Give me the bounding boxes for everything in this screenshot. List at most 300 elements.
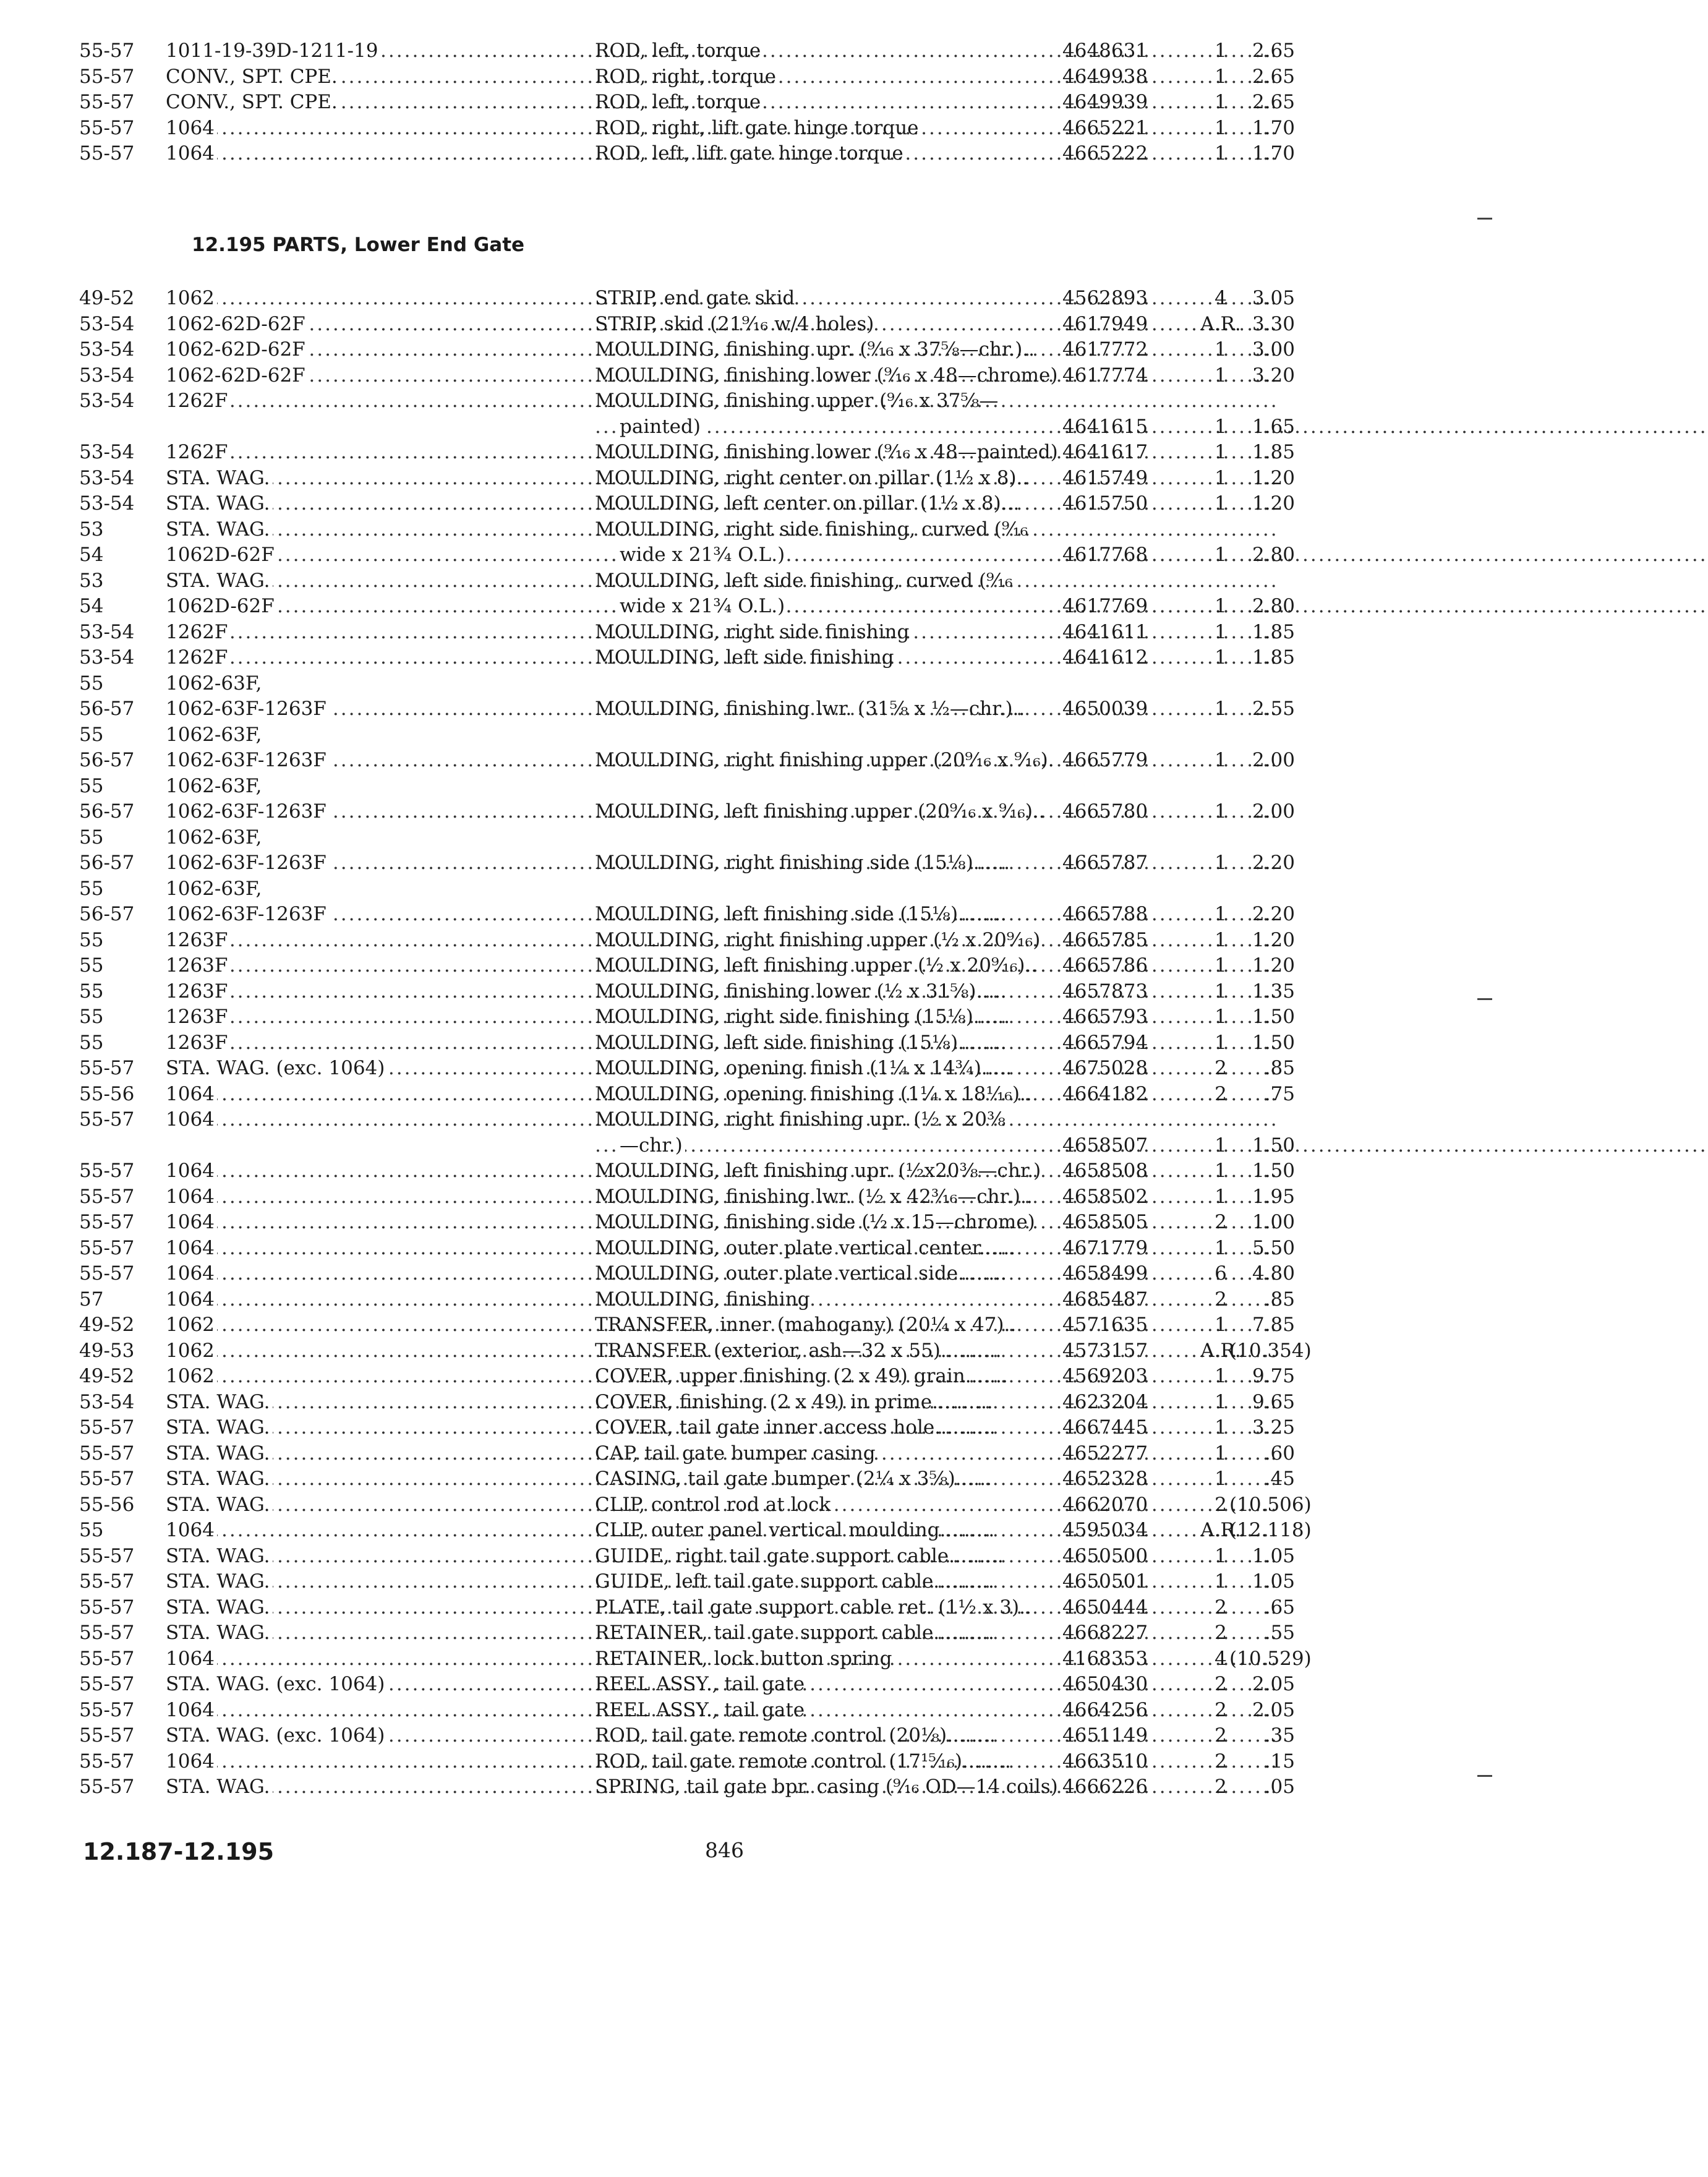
- year-cell-text: 55-57: [79, 1622, 135, 1644]
- model-cell-text: 1064: [166, 1648, 217, 1670]
- quantity-cell-text: 1: [1215, 980, 1227, 1003]
- model-cell: [166, 440, 568, 465]
- description-cell: [595, 645, 1046, 670]
- price-cell-text: 2.65: [1252, 91, 1295, 113]
- description-cell-text: ROD, tail gate remote control (20⅛)........: [595, 1724, 996, 1747]
- model-cell: [166, 1158, 568, 1184]
- year-cell-text: 53-54: [79, 492, 135, 515]
- price-cell: [1229, 116, 1295, 141]
- part-number-cell: [1062, 1210, 1171, 1235]
- quantity-cell-text: 1: [1215, 1390, 1227, 1413]
- description-cell: [595, 1056, 1046, 1081]
- table-row: [0, 1158, 1563, 1184]
- model-cell-text: 1064: [166, 1211, 217, 1233]
- year-cell: [79, 876, 166, 902]
- quantity-cell-text: 2: [1215, 1750, 1227, 1773]
- model-cell: [166, 542, 568, 568]
- description-cell-text: MOULDING, outer plate vertical side........: [595, 1262, 1007, 1285]
- part-number-cell-text: 4650430: [1062, 1673, 1148, 1695]
- table-row: [0, 337, 1563, 362]
- model-cell-text: 1064: [166, 1262, 217, 1285]
- price-cell-text: (10.529): [1229, 1647, 1312, 1670]
- table-row: [0, 1056, 1563, 1081]
- model-cell: [166, 876, 568, 902]
- table-row: [0, 1646, 1563, 1672]
- part-number-cell: [1062, 1004, 1171, 1030]
- price-cell: [1229, 1390, 1295, 1415]
- part-number-cell: [1062, 799, 1171, 824]
- part-number-cell-text: 4663510: [1062, 1750, 1148, 1773]
- part-number-cell: [1062, 1261, 1171, 1286]
- model-cell: [166, 1466, 568, 1492]
- price-cell-text: 1.00: [1252, 1211, 1295, 1233]
- price-cell-text: 3.20: [1252, 364, 1295, 387]
- quantity-cell-text: 1: [1215, 595, 1227, 617]
- price-cell: [1229, 363, 1295, 388]
- model-cell-text: STA. WAG. (exc. 1064): [166, 1057, 387, 1079]
- model-cell: [166, 1544, 568, 1569]
- description-cell: [595, 568, 1046, 594]
- year-cell-text: 55: [79, 1519, 104, 1541]
- part-number-cell-text: 4573157: [1062, 1339, 1148, 1362]
- price-cell-text: 3.25: [1252, 1416, 1295, 1439]
- model-cell-text: 1062-63F-1263F: [166, 903, 329, 925]
- quantity-cell-text: 1: [1215, 1442, 1227, 1465]
- model-cell-text: 1062: [166, 287, 217, 309]
- quantity-cell-text: 1: [1215, 466, 1227, 489]
- part-number-cell-text: 4665780: [1062, 800, 1148, 823]
- model-cell: [166, 1492, 568, 1518]
- part-number-cell: [1062, 312, 1171, 337]
- model-cell-text: 1062-63F-1263F: [166, 749, 329, 771]
- model-cell-text: STA. WAG. (exc. 1064): [166, 1673, 387, 1695]
- year-cell-text: 49-52: [79, 1365, 135, 1387]
- table-row: [0, 748, 1563, 773]
- description-cell-text: MOULDING, finishing lower (⁹⁄₁₆ x 48—chrome): [595, 364, 1058, 387]
- price-cell-text: 9.75: [1252, 1365, 1295, 1387]
- price-cell: [1229, 1312, 1295, 1338]
- price-cell: [1229, 645, 1295, 670]
- price-cell-text: .55: [1264, 1622, 1295, 1644]
- quantity-cell-text: 1: [1215, 116, 1227, 139]
- year-cell-text: 55-57: [79, 1673, 135, 1695]
- table-row: [0, 542, 1563, 568]
- description-cell-text: GUIDE, left tail gate support cable..........: [595, 1570, 994, 1593]
- price-cell-text: .45: [1264, 1468, 1295, 1490]
- quantity-cell-text: 1: [1215, 1185, 1227, 1208]
- table-row: [0, 1287, 1563, 1312]
- year-cell-text: 56-57: [79, 698, 135, 720]
- year-cell: [79, 90, 166, 115]
- description-cell-text: MOULDING, left side finishing (15⅛)........: [595, 1031, 1007, 1054]
- price-cell: [1229, 440, 1295, 465]
- part-number-cell: [1062, 1133, 1171, 1158]
- model-cell-text: 1263F: [166, 1032, 230, 1054]
- description-cell-text: ROD, left, torque: [595, 91, 761, 113]
- model-cell: [166, 594, 568, 619]
- price-cell: [1229, 953, 1295, 978]
- price-cell: [1229, 312, 1295, 337]
- price-cell: [1229, 928, 1295, 953]
- model-cell-text: 1062-63F,: [166, 672, 262, 695]
- price-cell: [1229, 1261, 1295, 1286]
- part-number-cell: [1062, 928, 1171, 953]
- year-cell-text: 53-54: [79, 390, 135, 412]
- year-cell-text: 56-57: [79, 903, 135, 925]
- description-cell: [595, 1466, 1046, 1492]
- description-cell-text: MOULDING, left finishing upr. (½x20⅜—chr.): [595, 1160, 1041, 1182]
- year-cell-text: 55-57: [79, 1698, 135, 1721]
- price-cell-text: .65: [1264, 1596, 1295, 1619]
- model-cell: [166, 953, 568, 978]
- model-cell-text: 1062-63F-1263F: [166, 852, 329, 874]
- description-cell-text: ROD, tail gate remote control (17¹⁵⁄₁₆)........: [595, 1750, 1011, 1773]
- description-cell: [595, 1569, 1046, 1594]
- part-number-cell: [1062, 1466, 1171, 1492]
- year-cell: [79, 1518, 166, 1543]
- table-row: [0, 876, 1563, 902]
- quantity-cell-text: 1: [1215, 698, 1227, 720]
- model-cell: [166, 850, 568, 876]
- quantity-cell-text: 1: [1215, 415, 1227, 438]
- model-cell-text: STA. WAG.: [166, 492, 273, 515]
- part-number-cell-text: 4571635: [1062, 1314, 1148, 1336]
- price-cell-text: 2.65: [1252, 40, 1295, 62]
- quantity-cell-text: 1: [1215, 544, 1227, 566]
- model-cell-text: STA. WAG.: [166, 518, 273, 541]
- table-row: [0, 64, 1563, 90]
- quantity-cell-text: 1: [1215, 1314, 1227, 1336]
- description-cell-text: COVER, upper finishing (2 x 49) grain.......: [595, 1365, 1008, 1387]
- year-cell: [79, 312, 166, 337]
- model-cell: [166, 90, 568, 115]
- year-cell: [79, 696, 166, 722]
- description-cell-text: MOULDING, finishing: [595, 1288, 810, 1311]
- price-cell-text: 2.05: [1252, 1698, 1295, 1721]
- year-cell-text: 55-56: [79, 1082, 135, 1105]
- table-row: [0, 466, 1563, 491]
- year-cell-text: 55: [79, 928, 104, 951]
- price-cell-text: (10.354): [1229, 1339, 1312, 1362]
- year-cell: [79, 953, 166, 978]
- part-number-cell: [1062, 90, 1171, 115]
- year-cell: [79, 466, 166, 491]
- model-cell: [166, 1107, 568, 1132]
- model-cell: [166, 1004, 568, 1030]
- description-cell-text: PLATE, tail gate support cable ret. (1½ x 3)..: [595, 1596, 1031, 1619]
- year-cell-text: 55-57: [79, 1262, 135, 1285]
- price-cell-text: .75: [1264, 1082, 1295, 1105]
- year-cell: [79, 979, 166, 1004]
- description-cell: [595, 1646, 1046, 1672]
- model-cell-text: 1064: [166, 1519, 217, 1541]
- table-row: [0, 825, 1563, 850]
- model-cell: [166, 1698, 568, 1723]
- model-cell: [166, 517, 568, 542]
- year-cell-text: 55-57: [79, 1596, 135, 1619]
- section-title: 12.195 PARTS, Lower End Gate: [192, 234, 525, 256]
- price-cell: [1229, 1056, 1295, 1081]
- year-cell-text: 55: [79, 1006, 104, 1028]
- model-cell: [166, 64, 568, 90]
- year-cell: [79, 141, 166, 166]
- year-cell: [79, 620, 166, 645]
- part-number-cell-text: 4595034: [1062, 1519, 1148, 1541]
- quantity-cell-text: 1: [1215, 40, 1227, 62]
- description-cell: [595, 902, 1046, 927]
- price-cell-text: 1.65: [1252, 415, 1295, 438]
- price-cell: [1229, 1004, 1295, 1030]
- year-cell: [79, 722, 166, 748]
- year-cell-text: 54: [79, 544, 104, 566]
- year-cell: [79, 286, 166, 311]
- model-cell: [166, 1672, 568, 1697]
- part-number-cell: [1062, 1518, 1171, 1543]
- model-cell: [166, 671, 568, 696]
- price-cell: [1229, 90, 1295, 115]
- description-cell-text: RETAINER, lock button spring: [595, 1647, 892, 1670]
- table-row: [0, 414, 1563, 440]
- price-cell: [1229, 799, 1295, 824]
- price-cell-text: 1.70: [1252, 142, 1295, 165]
- model-cell-text: 1062-63F-1263F: [166, 800, 329, 823]
- part-number-cell-text: 4665794: [1062, 1031, 1148, 1054]
- model-cell-text: 1263F: [166, 1006, 230, 1028]
- margin-mark: [1477, 1775, 1492, 1777]
- price-cell-text: 1.70: [1252, 116, 1295, 139]
- quantity-cell-text: A.R.: [1200, 1339, 1241, 1362]
- year-cell: [79, 1415, 166, 1440]
- description-cell-text: MOULDING, finishing side (½ x 15—chrome): [595, 1211, 1035, 1233]
- price-cell-text: .35: [1264, 1724, 1295, 1747]
- year-cell-text: 55: [79, 774, 104, 797]
- quantity-cell-text: 1: [1215, 441, 1227, 463]
- year-cell: [79, 1544, 166, 1569]
- part-number-cell-text: 4665221: [1062, 116, 1148, 139]
- model-cell-text: STA. WAG.: [166, 1622, 273, 1644]
- price-cell: [1229, 1569, 1295, 1594]
- description-cell: [595, 1518, 1046, 1543]
- table-row: [0, 90, 1563, 115]
- model-cell: [166, 799, 568, 824]
- table-row: [0, 696, 1563, 722]
- description-cell: [595, 953, 1046, 978]
- model-cell: [166, 363, 568, 388]
- model-cell-text: 1062: [166, 1365, 217, 1387]
- description-cell-text: MOULDING, finishing lwr. (½ x 42³⁄₁₆—chr.)..: [595, 1185, 1033, 1208]
- year-cell: [79, 1107, 166, 1132]
- quantity-cell-text: 1: [1215, 903, 1227, 925]
- model-cell: [166, 1415, 568, 1440]
- part-number-cell: [1062, 1749, 1171, 1774]
- description-cell: [595, 1338, 1046, 1364]
- model-cell: [166, 902, 568, 927]
- part-number-cell-text: 4650444: [1062, 1596, 1148, 1619]
- model-cell: [166, 1518, 568, 1543]
- model-cell-text: 1064: [166, 1750, 217, 1773]
- year-cell-text: 55-57: [79, 40, 135, 62]
- description-cell-text: MOULDING, opening finishing (1¼ x 18⅟₁₆)..: [595, 1082, 1032, 1105]
- description-cell-text: MOULDING, right side finishing: [595, 620, 910, 643]
- price-cell: [1229, 1082, 1295, 1107]
- price-cell-text: 1.20: [1252, 466, 1295, 489]
- description-cell-text: MOULDING, right finishing side (15⅛)......: [595, 852, 1010, 874]
- table-row: [0, 671, 1563, 696]
- description-cell-text: REEL ASSY., tail gate: [595, 1698, 805, 1721]
- table-row: [0, 722, 1563, 748]
- price-cell: [1229, 1158, 1295, 1184]
- part-number-cell-text: 4641615: [1062, 415, 1148, 438]
- part-number-cell: [1062, 440, 1171, 465]
- quantity-cell-text: 1: [1215, 954, 1227, 977]
- price-cell: [1229, 1749, 1295, 1774]
- part-number-cell: [1062, 38, 1171, 64]
- model-cell-text: 1262F: [166, 621, 230, 643]
- part-number-cell-text: 4617769: [1062, 595, 1148, 617]
- price-cell-text: 3.30: [1252, 312, 1295, 335]
- table-row: [0, 1133, 1563, 1158]
- part-number-cell: [1062, 491, 1171, 516]
- description-cell: [595, 312, 1046, 337]
- model-cell: [166, 1030, 568, 1056]
- year-cell-text: 53-54: [79, 1390, 135, 1413]
- table-row: [0, 1774, 1563, 1800]
- description-cell: [595, 1236, 1046, 1261]
- year-cell-text: 55-57: [79, 1544, 135, 1567]
- description-cell-text: STRIP, skid (21⁹⁄₁₆ w/4 holes): [595, 312, 874, 335]
- price-cell: [1229, 1338, 1312, 1364]
- price-cell-text: 3.00: [1252, 338, 1295, 361]
- quantity-cell-text: 1: [1215, 852, 1227, 874]
- part-number-cell: [1062, 1672, 1171, 1697]
- price-cell: [1229, 1364, 1295, 1389]
- part-number-cell-text: 4617768: [1062, 544, 1148, 566]
- description-cell-text: COVER, tail gate inner access hole..........: [595, 1416, 996, 1439]
- part-number-cell: [1062, 1723, 1171, 1748]
- price-cell-text: 2.20: [1252, 903, 1295, 925]
- year-cell-text: 55-57: [79, 1236, 135, 1259]
- year-cell: [79, 1287, 166, 1312]
- description-cell: [595, 363, 1058, 388]
- part-number-cell-text: 4665788: [1062, 903, 1148, 925]
- price-cell-text: 1.20: [1252, 928, 1295, 951]
- year-cell-text: 55-57: [79, 1057, 135, 1079]
- price-cell-text: 2.55: [1252, 698, 1295, 720]
- part-number-cell-text: 4641617: [1062, 441, 1148, 463]
- price-cell: [1229, 337, 1295, 362]
- description-cell: [595, 1723, 1046, 1748]
- description-cell: [595, 1492, 1046, 1518]
- part-number-cell: [1062, 141, 1171, 166]
- quantity-cell-text: 1: [1215, 142, 1227, 165]
- description-cell-text: MOULDING, left finishing upper (20⁹⁄₁₆ x ⁹⁄₁₆)..: [595, 800, 1045, 823]
- description-cell-text: MOULDING, left side finishing: [595, 646, 894, 669]
- part-number-cell: [1062, 748, 1171, 773]
- part-number-cell-text: 4658508: [1062, 1160, 1148, 1182]
- model-cell-text: STA. WAG.: [166, 570, 273, 592]
- description-cell: [595, 1415, 1046, 1440]
- table-row: [0, 1620, 1563, 1646]
- description-cell-text: MOULDING, opening finish (1¼ x 14¾).....: [595, 1057, 1012, 1079]
- model-cell: [166, 1338, 568, 1364]
- model-cell-text: 1064: [166, 142, 217, 165]
- description-cell: [595, 1107, 1046, 1132]
- description-cell: [595, 928, 1046, 953]
- table-row: [0, 1107, 1563, 1132]
- quantity-cell-text: A.R.: [1200, 1519, 1241, 1541]
- model-cell-text: 1263F: [166, 929, 230, 951]
- model-cell: [166, 388, 568, 414]
- model-cell-text: STA. WAG.: [166, 1570, 273, 1593]
- model-cell: [166, 1364, 568, 1389]
- model-cell-text: 1064: [166, 1160, 217, 1182]
- year-cell: [79, 64, 166, 90]
- table-row: [0, 1441, 1563, 1466]
- description-cell-text: MOULDING, left finishing side (15⅛)........: [595, 903, 1007, 925]
- table-row: [0, 1492, 1563, 1518]
- description-cell-text: ROD, left, lift gate hinge torque: [595, 142, 903, 165]
- model-cell-text: 1064: [166, 1083, 217, 1105]
- part-number-cell: [1062, 696, 1171, 722]
- part-number-cell: [1062, 337, 1171, 362]
- year-cell: [79, 1056, 166, 1081]
- part-number-cell-text: 4617774: [1062, 364, 1148, 387]
- part-number-cell-text: 4650039: [1062, 698, 1148, 720]
- table-row: [0, 1030, 1563, 1056]
- price-cell-text: 1.85: [1252, 646, 1295, 669]
- table-row: [0, 568, 1563, 594]
- year-cell-text: 55-57: [79, 1160, 135, 1182]
- table-row: [0, 1261, 1563, 1286]
- description-cell-text: REEL ASSY., tail gate: [595, 1673, 805, 1695]
- quantity-cell-text: 2: [1215, 1622, 1227, 1644]
- model-cell-text: 1062-63F,: [166, 723, 262, 746]
- description-cell: [595, 116, 1046, 141]
- table-row: [0, 1723, 1563, 1748]
- year-cell: [79, 388, 166, 414]
- part-number-cell: [1062, 594, 1171, 619]
- model-cell-text: 1062-63F,: [166, 826, 262, 849]
- table-row: [0, 774, 1563, 799]
- description-cell: [595, 1620, 1046, 1646]
- part-number-cell-text: 4650500: [1062, 1544, 1148, 1567]
- model-cell-text: 1062-62D-62F: [166, 364, 308, 387]
- table-row: [0, 1210, 1563, 1235]
- model-cell-text: 1062-63F,: [166, 774, 262, 797]
- year-cell-text: 53-54: [79, 312, 135, 335]
- year-cell: [79, 1441, 166, 1466]
- model-cell: [166, 979, 568, 1004]
- table-row: [0, 1466, 1563, 1492]
- model-cell: [166, 825, 568, 850]
- quantity-cell-text: 2: [1215, 1057, 1227, 1079]
- table-row: [0, 1698, 1563, 1723]
- table-row: [0, 1082, 1563, 1107]
- model-cell-text: STA. WAG.: [166, 1468, 273, 1490]
- description-cell: [595, 1672, 1046, 1697]
- quantity-cell-text: 2: [1215, 1288, 1227, 1311]
- description-cell-text: ROD, right, lift gate hinge torque: [595, 116, 919, 139]
- price-cell-text: 2.65: [1252, 65, 1295, 88]
- year-cell-text: 53-54: [79, 338, 135, 361]
- quantity-cell-text: 4: [1215, 1647, 1227, 1670]
- quantity-cell-text: 1: [1215, 646, 1227, 669]
- part-number-cell: [1062, 620, 1171, 645]
- price-cell: [1229, 466, 1295, 491]
- description-cell: [595, 1441, 1046, 1466]
- year-cell: [79, 1082, 166, 1107]
- year-cell-text: 49-52: [79, 1314, 135, 1336]
